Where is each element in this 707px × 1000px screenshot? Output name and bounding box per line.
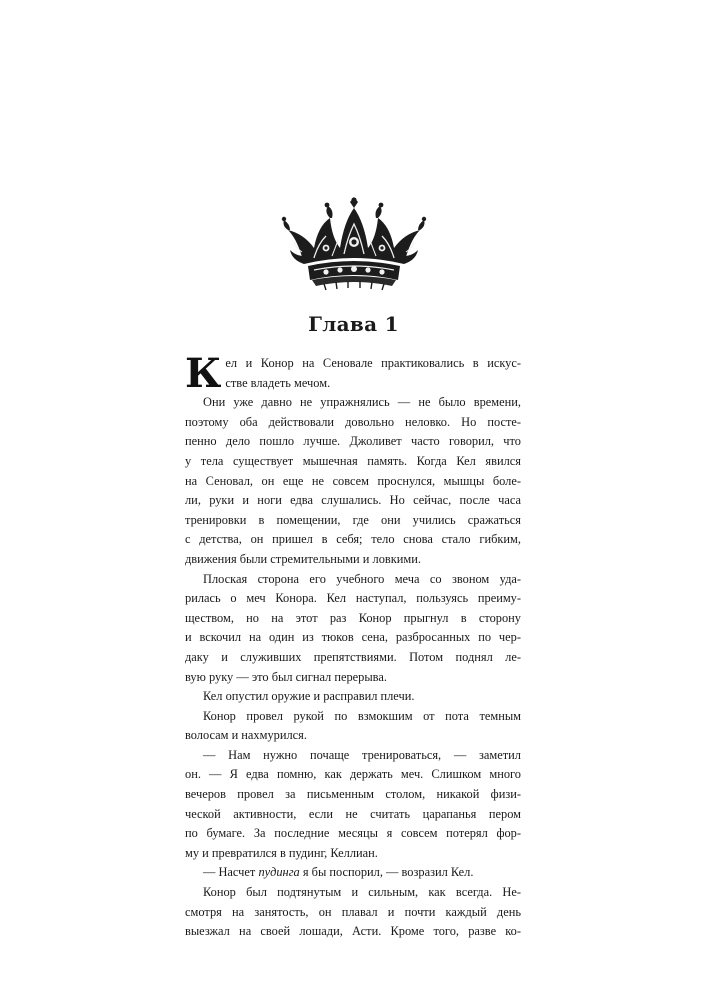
text-line: движения были стремительными и ловкими.	[185, 551, 421, 566]
chapter-text	[185, 350, 521, 942]
italic-word: пудинга	[258, 865, 300, 880]
paragraph	[185, 393, 521, 569]
text-span: я бы поспорил, — возразил Кел.	[299, 865, 474, 880]
text-line: ли, руки и ноги едва слушались. Но сейчас, после часа	[185, 493, 521, 508]
text-line: по бумаге. За последние месяцы я совсем потерял фор-	[185, 826, 521, 841]
text-line: и вскочил на один из тюков сена, разбросанных по чер-	[185, 630, 521, 645]
text-line: вечеров провел за письменным столом, никакой физи-	[185, 787, 521, 802]
text-line: на Сеновал, он еще не совсем проснулся, мышцы боле-	[185, 473, 521, 488]
text-line: выезжал на своей лошади, Асти. Кроме того, разве ко-	[185, 924, 521, 939]
text-line: — Нам нужно почаще тренироваться, — заметил	[203, 747, 521, 762]
text-line: рилась о меч Конора. Кел наступал, пользуясь преиму-	[185, 591, 521, 606]
text-line: волосам и нахмурился.	[185, 728, 307, 743]
text-line: смотря на занятость, он плавал и почти каждый день	[185, 904, 521, 919]
chapter-title: Глава 1	[308, 312, 399, 336]
paragraph	[185, 707, 521, 746]
text-line: Кел опустил оружие и расправил плечи.	[203, 689, 415, 704]
text-line: он. — Я едва помню, как держать меч. Слишком много	[185, 767, 521, 782]
text-line: ел и Конор на Сеновале практиковались в искус-	[225, 356, 521, 370]
text-span: — Насчет	[203, 865, 259, 880]
crown-icon	[274, 196, 434, 292]
paragraph	[185, 350, 521, 397]
text-line: с детства, он пришел в себя; тело снова стало гибким,	[185, 532, 521, 547]
drop-cap: К	[185, 350, 222, 397]
text-line: ческой активности, если не считать царапанья пером	[185, 806, 521, 821]
text-line: Плоская сторона его учебного меча со звоном уда-	[203, 571, 521, 586]
text-line: тренировки в помещении, где они учились сражаться	[185, 512, 521, 527]
text-line: му и превратился в пудинг, Келлиан.	[185, 845, 378, 860]
text-line: ществом, но на этот раз Конор прыгнул в сторону	[185, 610, 521, 625]
text-line: вую руку — это был сигнал перерыва.	[185, 669, 387, 684]
paragraph	[185, 570, 521, 688]
text-line: Они уже давно не упражнялись — не было времени,	[203, 395, 521, 410]
text-line: пенно дело пошло лучше. Джоливет часто говорил, что	[185, 434, 521, 449]
text-line: Конор провел рукой по взмокшим от пота темным	[203, 708, 521, 723]
text-line: стве владеть мечом.	[225, 375, 331, 390]
text-line: Конор был подтянутым и сильным, как всегда. Не-	[203, 885, 521, 900]
paragraph	[185, 863, 521, 883]
text-line: даку и служивших препятствиями. Потом поднял ле-	[185, 649, 521, 664]
paragraph	[185, 883, 521, 942]
text-line: поэтому оба действовали довольно неловко. Но посте-	[185, 414, 521, 429]
paragraph	[185, 746, 521, 864]
paragraph	[185, 687, 521, 707]
text-line: у тела существует мышечная память. Когда Кел явился	[185, 453, 521, 468]
